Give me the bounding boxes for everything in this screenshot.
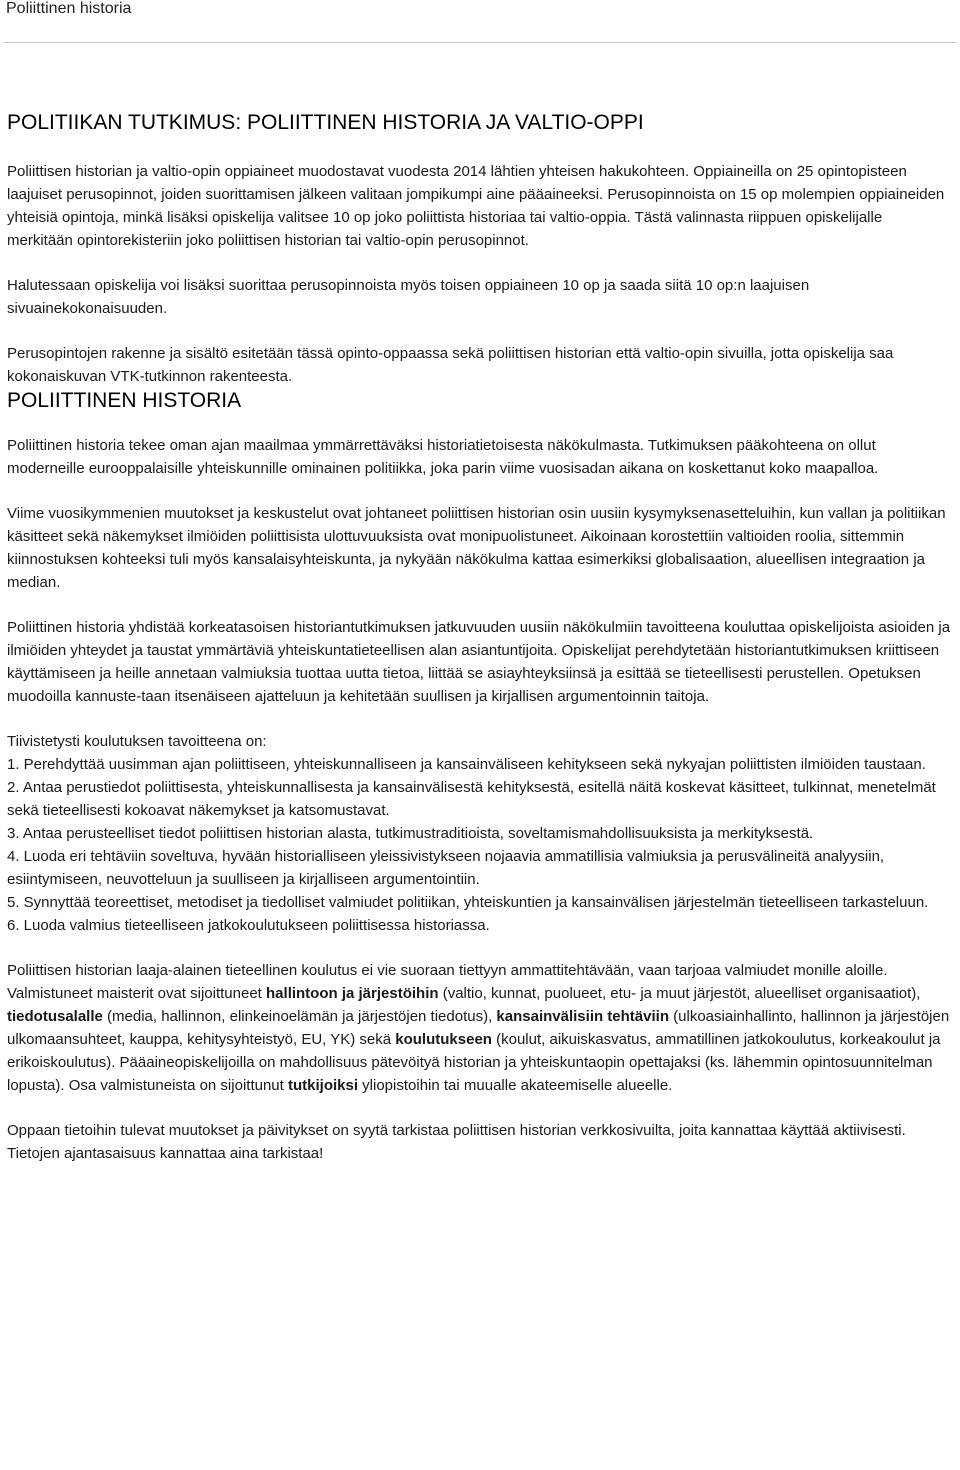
page-header-title: Poliittinen historia xyxy=(6,0,132,17)
goal-item: 4. Luoda eri tehtäviin soveltuva, hyvään historialliseen yleissivistykseen nojaavia ammatillisia valmiuksia ja perusvälineitä analyysiin, esiintymiseen, neuvotteluun ja suulliseen ja kirjalliseen argumentointiin. xyxy=(7,848,885,888)
goals-intro: Tiivistetysti koulutuksen tavoitteena on: xyxy=(7,733,267,750)
section2-paragraph-1: Poliittinen historia tekee oman ajan maailmaa ymmärrettäväksi historiatietoisesta näkökulmasta. Tutkimuksen pääkohteena on ollut moderneille eurooppalaisille yhteiskunnille ominainen politiikka, joka parin viime vuosisadan aikana on koskettanut koko maapalloa. xyxy=(7,437,879,477)
section2-paragraph-2: Viime vuosikymmenien muutokset ja keskustelut ovat johtaneet poliittisen historian osin uusiin kysymyksenasetteluihin, kun vallan ja politiikan käsitteet sekä näkemykset ilmiöiden poliittisista ulottuvuuksista ovat monipuolistuneet. Aikoinaan korostettiin valtioiden roolia, sittemmin kiinnostuksen kohteeksi tuli myös kansalaisyhteiskunta, ja nykyään näkökulma kattaa esimerkiksi globalisaation, alueellisen integraation ja median. xyxy=(7,505,946,591)
section1-paragraph-3: Perusopintojen rakenne ja sisältö esitetään tässä opinto-oppaassa sekä poliittisen historian että valtio-opin sivuilla, jotta opiskelija saa kokonaiskuvan VTK-tutkinnon rakenteesta. xyxy=(7,345,894,385)
career-area-research: tutkijoiksi xyxy=(287,1077,358,1094)
career-area-administration: hallintoon ja järjestöihin xyxy=(266,985,439,1002)
goal-item: 6. Luoda valmius tieteelliseen jatkokoulutukseen poliittisessa historiassa. xyxy=(7,917,490,934)
goal-item: 2. Antaa perustiedot poliittisesta, yhteiskunnallisesta ja kansainvälisestä kehityksestä, esitellä näitä koskevat käsitteet, tulkinnat, menetelmät sekä tieteellisesti kokoavat näkemykset ja katsomustavat. xyxy=(7,779,936,819)
goal-item: 3. Antaa perusteelliset tiedot poliittisen historian alasta, tutkimustraditioista, soveltamismahdollisuuksista ja merkityksestä. xyxy=(7,825,814,842)
career-area-media: tiedotusalalle xyxy=(7,1008,103,1025)
section2-heading: POLIITTINEN HISTORIA xyxy=(7,389,242,412)
footer-note: Oppaan tietoihin tulevat muutokset ja päivitykset on syytä tarkistaa poliittisen historian verkkosivuilta, joita kannattaa käyttää aktiivisesti. Tietojen ajantasaisuus kannattaa aina tarkistaa! xyxy=(7,1122,906,1162)
goal-item: 5. Synnyttää teoreettiset, metodiset ja tiedolliset valmiudet politiikan, yhteiskuntien ja kansainvälisen järjestelmän tieteelliseen tarkasteluun. xyxy=(7,894,929,911)
section1-heading: POLITIIKAN TUTKIMUS: POLIITTINEN HISTORIA JA VALTIO-OPPI xyxy=(7,111,644,134)
page-header xyxy=(0,0,960,44)
section1-paragraph-1: Poliittisen historian ja valtio-opin oppiaineet muodostavat vuodesta 2014 lähtien yhteisen hakukohteen. Oppiaineilla on 25 opintopisteen laajuiset perusopinnot, joiden suorittamisen jälkeen valitaan jompikumpi aine pääaineeksi. Perusopinnoista on 15 op molempien oppiaineiden yhteisiä opintoja, minkä lisäksi opiskelija valitsee 10 op joko poliittista historiaa tai valtio-oppia. Tästä valinnasta riippuen opiskelijalle merkitään opintorekisteriin joko poliittisen historian tai valtio-opin perusopinnot. xyxy=(7,163,945,249)
goals-list xyxy=(7,753,952,937)
career-area-education: koulutukseen xyxy=(395,1031,492,1048)
section2-paragraph-3: Poliittinen historia yhdistää korkeatasoisen historiantutkimuksen jatkuvuuden uusiin näkökulmiin tavoitteena kouluttaa opiskelijoista asioiden ja ilmiöiden yhteydet ja taustat ymmärtäviä yhteiskuntatieteellisen alan asiantuntijoita. Opiskelijat perehdytetään historiantutkimuksen kriittiseen käyttämiseen ja heille annetaan valmiuksia tuottaa uutta tietoa, liittää se asiayhteyksiinsä ja esittää se tieteellisesti perustellen. Opetuksen muodoilla kannuste-taan itsenäiseen ajatteluun ja kehitetään suullisen ja kirjallisen argumentoinnin taitoja. xyxy=(7,619,951,705)
goal-item: 1. Perehdyttää uusimman ajan poliittiseen, yhteiskunnalliseen ja kansainväliseen kehitykseen sekä nykyajan poliittisten ilmiöiden taustaan. xyxy=(7,756,926,773)
careers-paragraph: Poliittisen historian laaja-alainen tieteellinen koulutus ei vie suoraan tiettyyn ammattitehtävään, vaan tarjoaa valmiudet monille aloille. Valmistuneet maisterit ovat sijoittuneet hallintoon ja järjestöihin (valtio, kunnat, puolueet, etu- ja muut järjestöt, alueelliset organisaatiot), tiedotusalalle (media, hallinnon, elinkeinoelämän ja järjestöjen tiedotus), kansainvälisiin tehtäviin (ulkoasiainhallinto, hallinnon ja järjestöjen ulkomaansuhteet, kauppa, kehitysyhteistyö, EU, YK) sekä koulutukseen (koulut, aikuiskasvatus, ammatillinen jatkokoulutus, korkeakoulut ja erikoiskoulutus). Pääaineopiskelijoilla on mahdollisuus pätevöityä historian ja yhteiskuntaopin opettajaksi (ks. lähemmin opintosuunnitelman lopusta). Osa valmistuneista on sijoittunut tutkijoiksi yliopistoihin tai muualle akateemiselle alueelle. xyxy=(7,962,950,1094)
header-divider xyxy=(4,42,956,43)
career-area-international: kansainvälisiin tehtäviin xyxy=(496,1008,669,1025)
section1-paragraph-2: Halutessaan opiskelija voi lisäksi suorittaa perusopinnoista myös toisen oppiaineen 10 op ja saada siitä 10 op:n laajuisen sivuainekokonaisuuden. xyxy=(7,277,810,317)
document-body xyxy=(7,110,952,1165)
